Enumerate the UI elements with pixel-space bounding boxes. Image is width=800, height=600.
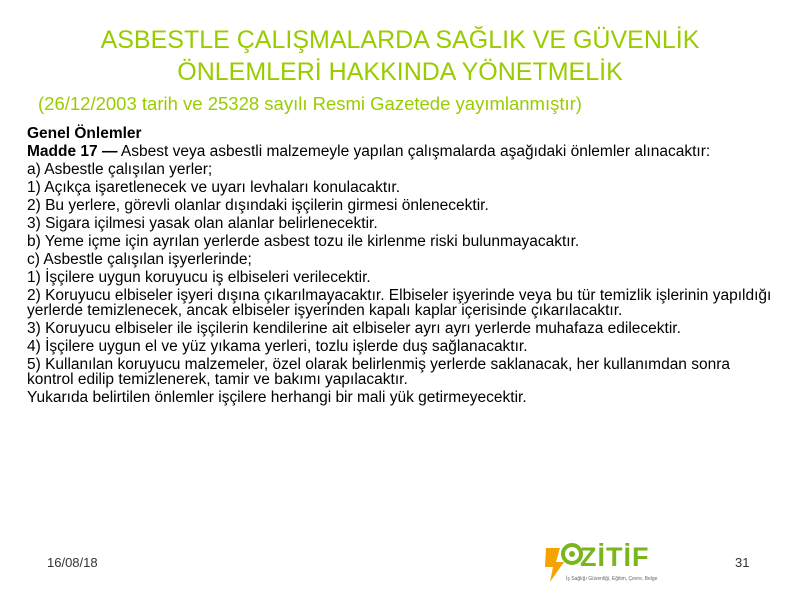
page-number: 31 (735, 555, 750, 570)
list-item: 3) Koruyucu elbiseler ile işçilerin kendilerine ait elbiseler ayrı ayrı yerlerde muhafaza edilecektir. (27, 320, 681, 337)
slide-body (27, 126, 777, 408)
list-item: Yukarıda belirtilen önlemler işçilere herhangi bir mali yük getirmeyecektir. (27, 389, 527, 406)
article-label: Madde 17 — (27, 143, 118, 160)
list-item: 1) Açıkça işaretlenecek ve uyarı levhaları konulacaktır. (27, 179, 401, 196)
list-item: 1) İşçilere uygun koruyucu iş elbiseleri verilecektir. (27, 269, 371, 286)
article-paragraph (27, 144, 777, 159)
list-item: 2) Bu yerlere, görevli olanlar dışındaki işçilerin girmesi önlenecektir. (27, 197, 489, 214)
slide-title (40, 24, 760, 88)
company-logo (540, 540, 705, 585)
list-item: 3) Sigara içilmesi yasak olan alanlar belirlenecektir. (27, 215, 378, 232)
list-item: a) Asbestle çalışılan yerler; (27, 161, 213, 178)
footer-date: 16/08/18 (47, 555, 98, 570)
list-item: 2) Koruyucu elbiseler işyeri dışına çıkarılmayacaktır. Elbiseler işyerinde veya bu tür temizlik işlerinin yapıldığı yerlerde temizlenecek, ancak elbiseler işyerinden kapalı kaplar içerisinde çıkarılacaktır. (27, 287, 772, 319)
logo-text: ZİTİF (580, 542, 650, 572)
article-text: Asbest veya asbestli malzemeyle yapılan çalışmalarda aşağıdaki önlemler alınacaktır: (117, 143, 711, 160)
list-item: c) Asbestle çalışılan işyerlerinde; (27, 251, 252, 268)
title-line-1: ASBESTLE ÇALIŞMALARDA SAĞLIK VE GÜVENLİK (100, 26, 700, 54)
section-heading: Genel Önlemler (27, 125, 142, 142)
slide-subtitle: (26/12/2003 tarih ve 25328 sayılı Resmi Gazetede yayımlanmıştır) (38, 93, 582, 114)
list-item: b) Yeme içme için ayrılan yerlerde asbest tozu ile kirlenme riski bulunmayacaktır. (27, 233, 580, 250)
logo-tagline: İş Sağlığı Güvenliği, Eğitim, Çevre, Belge (566, 576, 658, 582)
list-item: 5) Kullanılan koruyucu malzemeler, özel olarak belirlenmiş yerlerde saklanacak, her kullanımdan sonra kontrol edilip temizlenerek, tamir ve bakımı yapılacaktır. (27, 356, 731, 388)
title-line-2: ÖNLEMLERİ HAKKINDA YÖNETMELİK (177, 58, 623, 86)
list-item: 4) İşçilere uygun el ve yüz yıkama yerleri, tozlu işlerde duş sağlanacaktır. (27, 338, 528, 355)
